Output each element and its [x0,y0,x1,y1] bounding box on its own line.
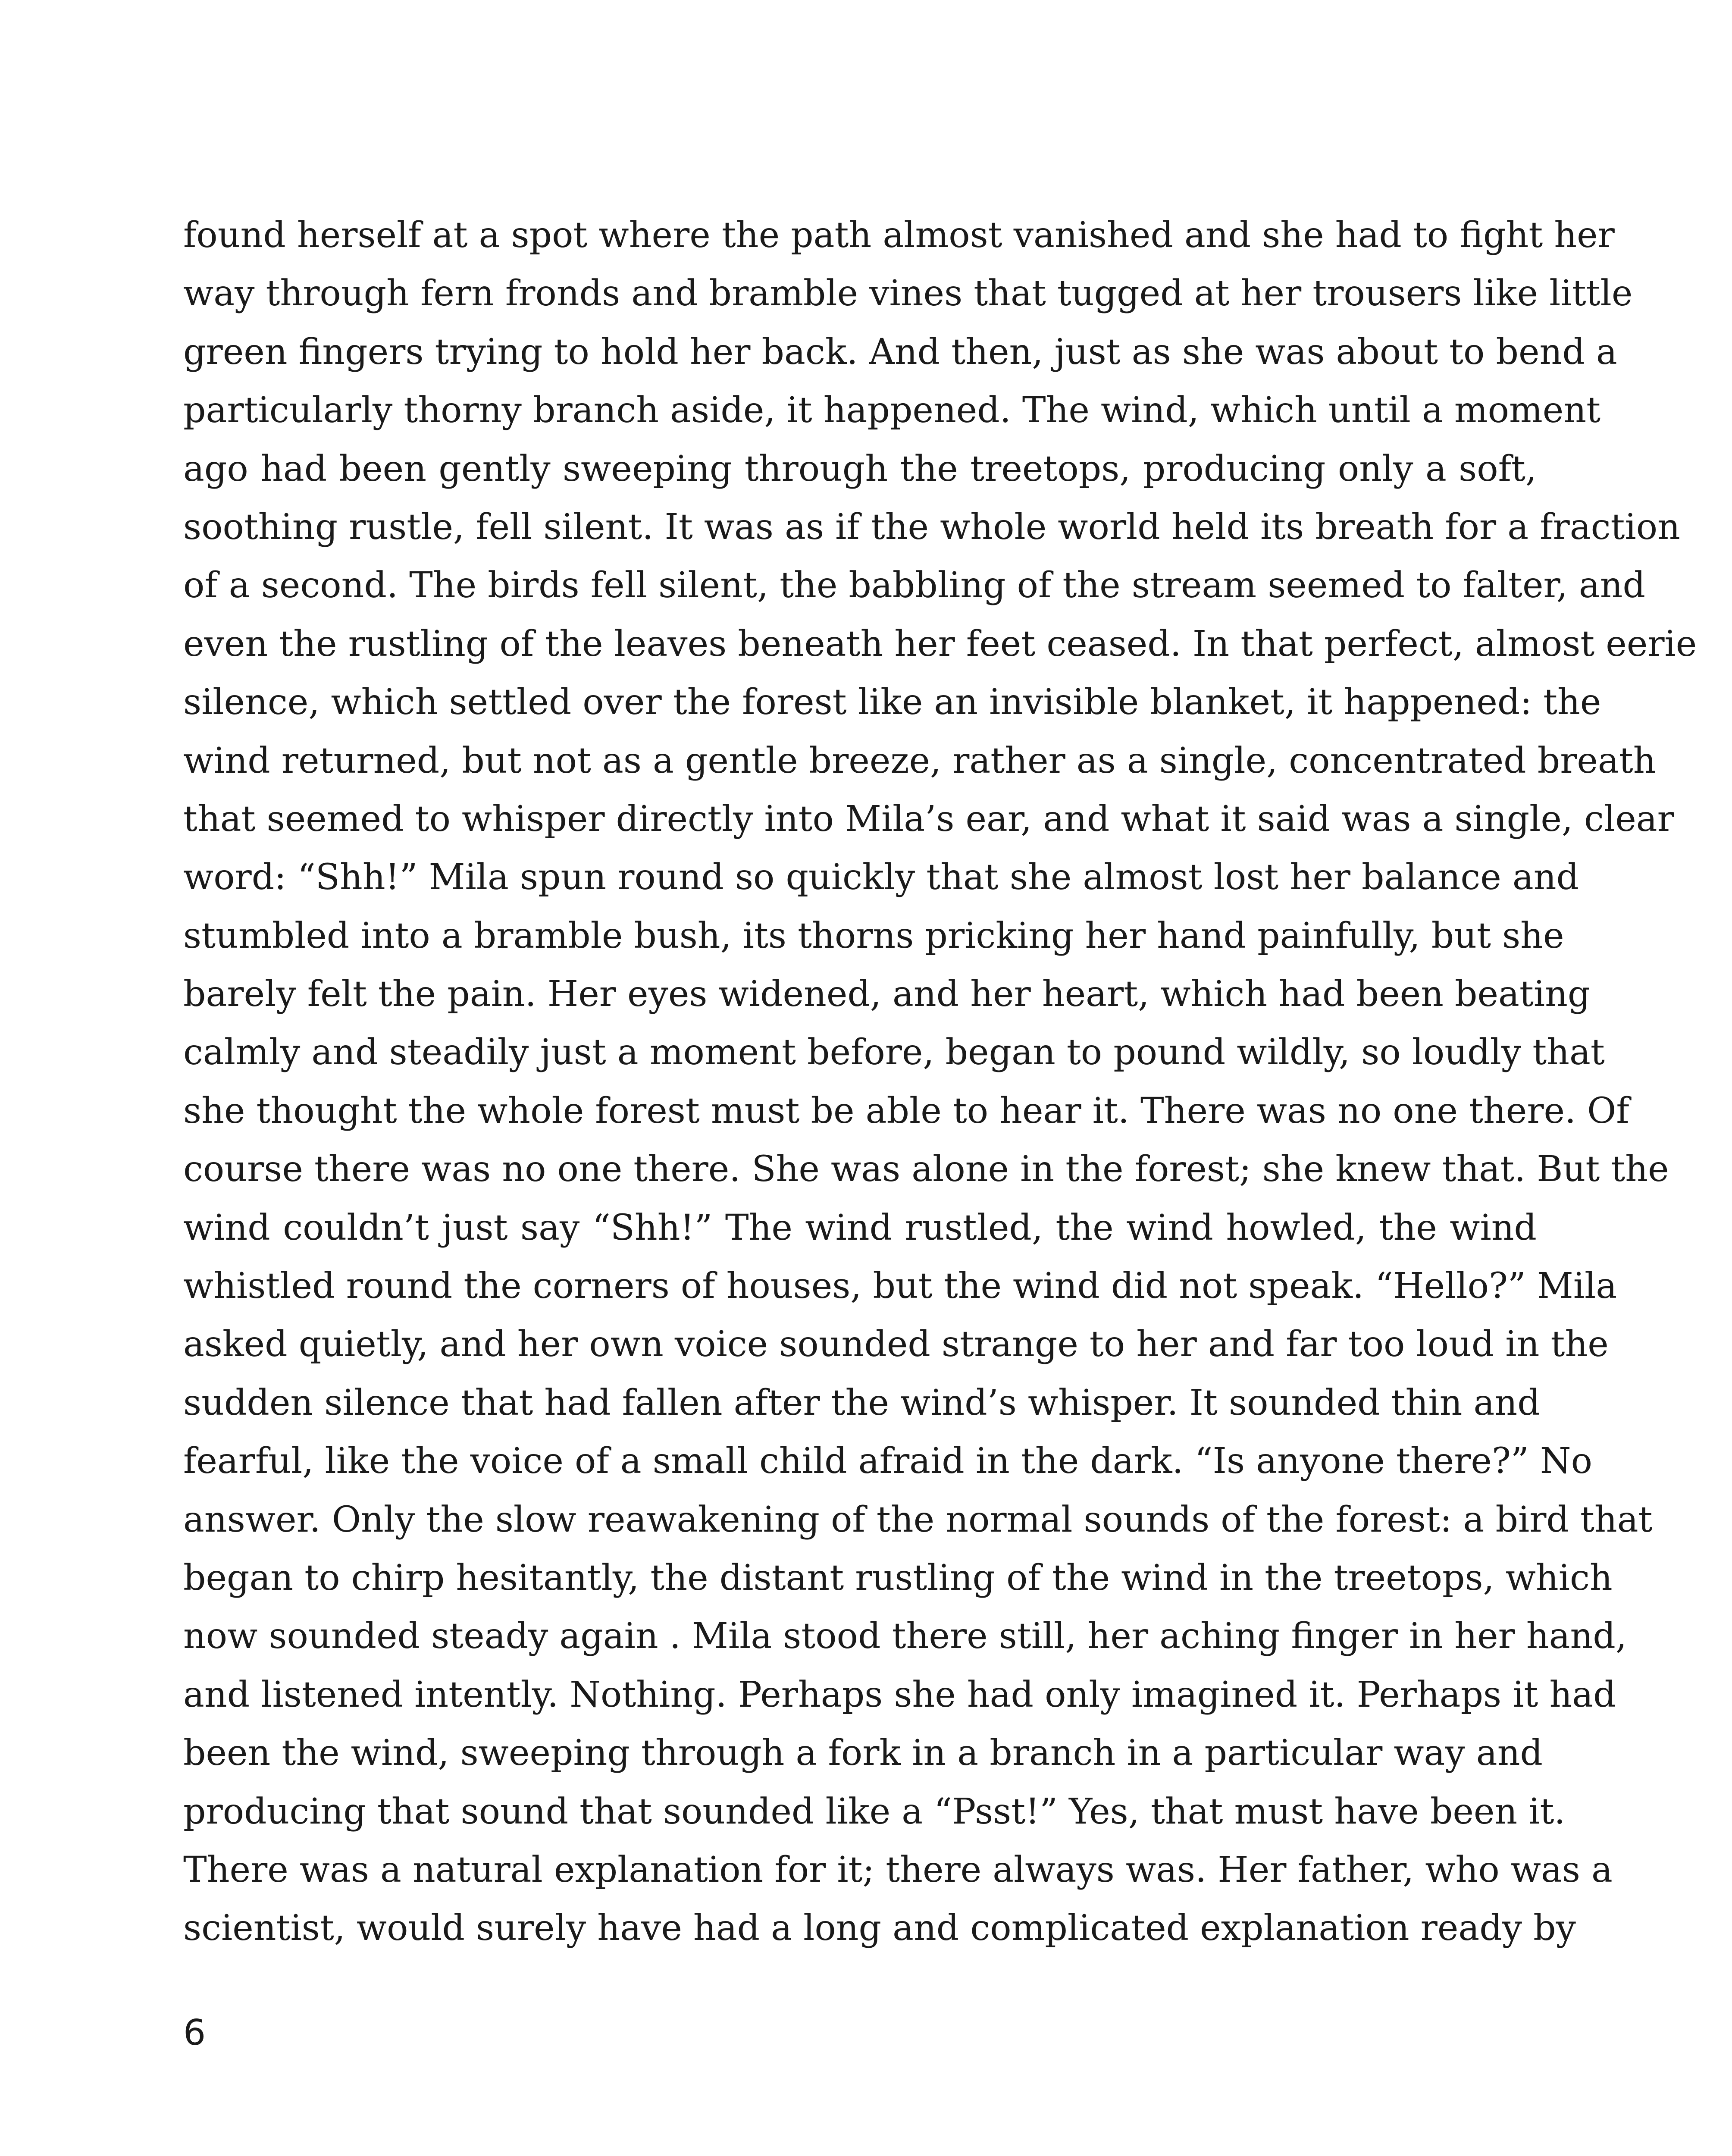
text-line: now sounded steady again . Mila stood there still, her aching finger in her hand, [183,1616,1627,1657]
text-line: answer. Only the slow reawakening of the normal sounds of the forest: a bird that [183,1499,1653,1540]
text-line: course there was no one there. She was alone in the forest; she knew that. But the [183,1149,1669,1190]
text-line: scientist, would surely have had a long and complicated explanation ready by [183,1908,1576,1949]
text-line: stumbled into a bramble bush, its thorns pricking her hand painfully, but she [183,915,1564,956]
body-text [183,206,1697,1958]
text-line: she thought the whole forest must be able to hear it. There was no one there. Of [183,1090,1629,1131]
text-line: ago had been gently sweeping through the treetops, producing only a soft, [183,448,1537,489]
text-line: sudden silence that had fallen after the wind’s whisper. It sounded thin and [183,1382,1540,1423]
text-line: and listened intently. Nothing. Perhaps she had only imagined it. Perhaps it had [183,1674,1616,1715]
text-line: silence, which settled over the forest like an invisible blanket, it happened: the [183,682,1601,723]
text-line: green fingers trying to hold her back. And then, just as she was about to bend a [183,331,1617,373]
text-line: of a second. The birds fell silent, the babbling of the stream seemed to falter, and [183,565,1646,606]
text-line: calmly and steadily just a moment before, began to pound wildly, so loudly that [183,1032,1605,1073]
page-number: 6 [183,2012,206,2053]
text-line: particularly thorny branch aside, it happened. The wind, which until a moment [183,390,1601,431]
text-line: barely felt the pain. Her eyes widened, and her heart, which had been beating [183,974,1591,1015]
text-line: There was a natural explanation for it; there always was. Her father, who was a [183,1849,1613,1890]
text-line: been the wind, sweeping through a fork in a branch in a particular way and [183,1733,1543,1774]
text-line: soothing rustle, fell silent. It was as if the whole world held its breath for a fraction [183,506,1680,548]
text-line: found herself at a spot where the path almost vanished and she had to fight her [183,215,1615,256]
text-line: fearful, like the voice of a small child afraid in the dark. “Is anyone there?” No [183,1441,1593,1482]
text-line: producing that sound that sounded like a “Psst!” Yes, that must have been it. [183,1791,1566,1832]
text-line: asked quietly, and her own voice sounded strange to her and far too loud in the [183,1324,1609,1365]
text-line: way through fern fronds and bramble vines that tugged at her trousers like little [183,273,1633,314]
text-line: even the rustling of the leaves beneath her feet ceased. In that perfect, almost eerie [183,623,1697,664]
text-line: word: “Shh!” Mila spun round so quickly that she almost lost her balance and [183,857,1579,898]
text-line: whistled round the corners of houses, but the wind did not speak. “Hello?” Mila [183,1266,1617,1307]
text-line: wind returned, but not as a gentle breeze, rather as a single, concentrated breath [183,740,1656,781]
text-line: wind couldn’t just say “Shh!” The wind rustled, the wind howled, the wind [183,1207,1537,1248]
text-line: that seemed to whisper directly into Mila’s ear, and what it said was a single, clear [183,798,1674,840]
text-line: began to chirp hesitantly, the distant rustling of the wind in the treetops, which [183,1557,1613,1598]
